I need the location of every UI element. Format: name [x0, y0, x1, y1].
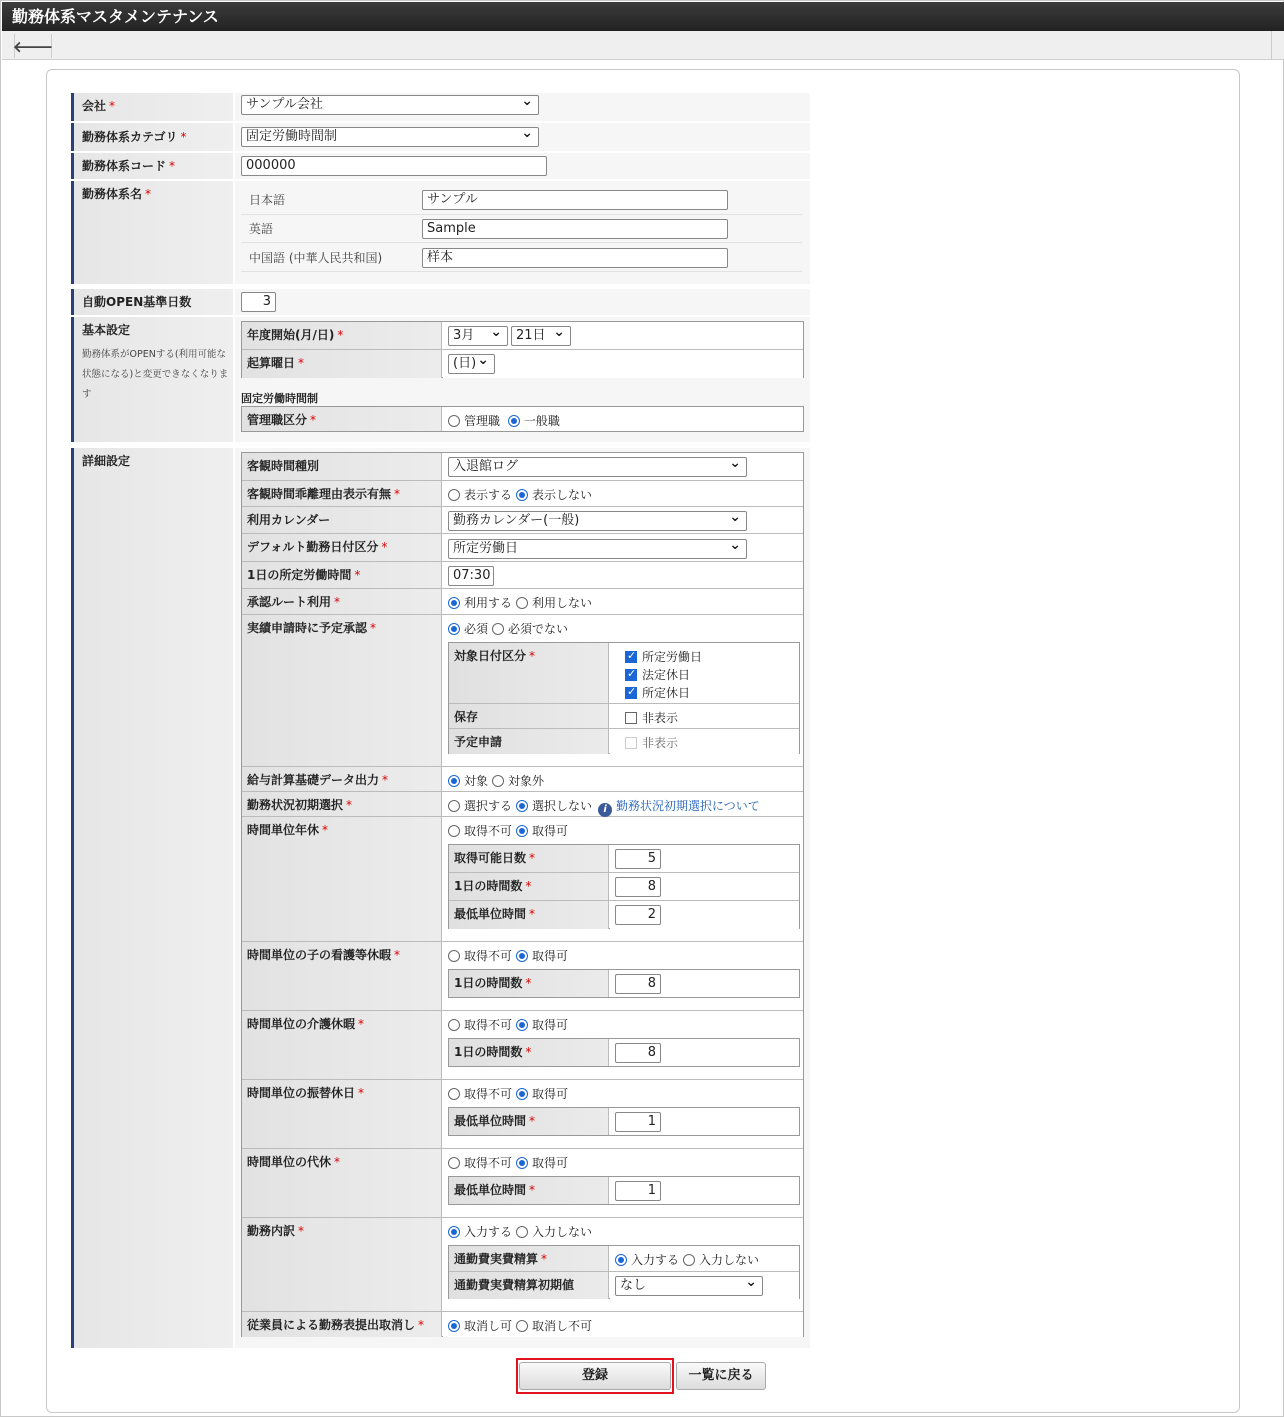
- target-checkbox-2[interactable]: [625, 669, 637, 681]
- company-select[interactable]: サンプル会社 ⌄: [241, 95, 539, 115]
- commute-input-radio[interactable]: [615, 1254, 627, 1266]
- lang-en-label: 英語: [249, 222, 274, 236]
- category-select[interactable]: 固定労働時間制 ⌄: [241, 127, 539, 147]
- deviation-hide-radio[interactable]: [516, 489, 528, 501]
- info-icon: i: [598, 803, 612, 817]
- back-arrow-icon[interactable]: 🡐: [14, 34, 52, 58]
- save-hide-checkbox[interactable]: [625, 712, 637, 724]
- row-name: 勤務体系名 * 日本語 サンプル 英語 Sample 中国語 (中華人民共和国) 样本: [71, 181, 810, 285]
- row-company: [71, 93, 810, 122]
- route-use-radio[interactable]: [448, 597, 460, 609]
- status-help-link[interactable]: 勤務状況初期選択について: [616, 799, 760, 813]
- cancel-allowed-radio[interactable]: [448, 1320, 460, 1332]
- mgr-radio-manager[interactable]: [448, 415, 460, 427]
- row-detail: [71, 448, 810, 1349]
- lang-zh-label: 中国語 (中華人民共和国): [249, 251, 383, 265]
- basic-note: 勤務体系がOPENする(利用可能な状態になる)と変更できなくなります: [82, 349, 229, 400]
- comp-off-no-radio[interactable]: [448, 1157, 460, 1169]
- fixed-heading: 固定労働時間制: [241, 392, 318, 405]
- target-checkbox-1[interactable]: [625, 651, 637, 663]
- payroll-target-radio[interactable]: [448, 775, 460, 787]
- min-unit-input[interactable]: 2: [615, 905, 661, 925]
- comp-off-min-input[interactable]: 1: [615, 1181, 661, 1201]
- toolbar-divider: [1271, 31, 1272, 60]
- status-select-radio[interactable]: [448, 800, 460, 812]
- child-care-hours-input[interactable]: 8: [615, 974, 661, 994]
- plan-required-radio[interactable]: [448, 623, 460, 635]
- nursing-care-yes-radio[interactable]: [516, 1019, 528, 1031]
- row-code: 勤務体系コード * 000000: [71, 153, 810, 180]
- basic-table: 年度開始(月/日) * 3月 ⌄ 21日 ⌄ 起算曜日 * (日) ⌄: [241, 321, 804, 378]
- detail-label: 詳細設定: [71, 448, 233, 1348]
- code-input[interactable]: 000000: [241, 156, 547, 176]
- name-en-input[interactable]: Sample: [422, 219, 728, 239]
- mgr-table: 管理職区分 * 管理職 一般職: [241, 406, 804, 432]
- substitute-yes-radio[interactable]: [516, 1088, 528, 1100]
- hourly-leave-yes-radio[interactable]: [516, 825, 528, 837]
- cancel-notallowed-radio[interactable]: [516, 1320, 528, 1332]
- plan-optional-radio[interactable]: [492, 623, 504, 635]
- calendar-select[interactable]: 勤務カレンダー(一般) ⌄: [448, 511, 747, 531]
- auto-open-label: 自動OPEN基準日数: [71, 289, 233, 315]
- mgr-radio-general[interactable]: [508, 415, 520, 427]
- deviation-show-radio[interactable]: [448, 489, 460, 501]
- substitute-no-radio[interactable]: [448, 1088, 460, 1100]
- row-category: 勤務体系カテゴリ * 固定労働時間制 ⌄: [71, 123, 810, 152]
- hours-per-day-input[interactable]: 8: [615, 877, 661, 897]
- payroll-nontarget-radio[interactable]: [492, 775, 504, 787]
- hourly-leave-no-radio[interactable]: [448, 825, 460, 837]
- target-checkbox-3[interactable]: [625, 687, 637, 699]
- basic-label: 基本設定: [82, 323, 131, 337]
- breakdown-noinput-radio[interactable]: [516, 1226, 528, 1238]
- breakdown-input-radio[interactable]: [448, 1226, 460, 1238]
- plan-subtable: 対象日付区分 * ✓ 所定労働日 ✓法定休日 ✓所定休日 保存 非表示 予定申請 非表示: [448, 642, 800, 754]
- available-days-input[interactable]: 5: [615, 849, 661, 869]
- detail-table: 客観時間種別 入退館ログ ⌄ 客観時間乖離理由表示有無 * 表示する 表示しない 利用カレンダー 勤務カレンダー(一般) ⌄ デフォルト勤務日付区分 * 所定労働日 ⌄ 1日の所定労働時間 * 07:30 承認ルート利用 * 利用する 利用しない 実績申請時に予定承認 * 必須 必須でない 対象日付区分 * ✓ 所定労働日 ✓法定休日 ✓所定休日 保存 非表示 予定申請 非表示 給与計算基礎データ出力 * 対象 対象外 勤務状況初期選択 * 選択する 選択しない i 勤務状況初期選択について 時間単位年休 * 取得不可 取得可 取得可能日数 * 5 1日の時間数 * 8 最低単位時間 * 2 時間単位の子の看護等休暇 * 取得不可 取得可 1日の時間数 * 8 時間単位の介護休暇 * 取得不可 取得可 1日の時間数 * 8 時間単位の振替休日 * 取得不可 取得可 最低単位時間 * 1 時間単位の代休 * 取得不可 取得可 最低単位時間 * 1 勤務内訳 * 入力する 入力しない 通勤費実費精算 * 入力する 入力しない 通勤費実費精算初期値 なし ⌄ 従業員による勤務表提出取消し * 取消し可 取消し不可: [241, 452, 804, 1337]
- name-ja-input[interactable]: サンプル: [422, 190, 728, 210]
- comp-off-yes-radio[interactable]: [516, 1157, 528, 1169]
- toolbar: [2, 31, 1284, 60]
- row-auto-open: [71, 289, 810, 316]
- commute-init-select[interactable]: なし ⌄: [615, 1276, 763, 1296]
- planreq-hide-checkbox: [625, 737, 637, 749]
- status-noselect-radio[interactable]: [516, 800, 528, 812]
- nursing-care-hours-input[interactable]: 8: [615, 1043, 661, 1063]
- row-basic: [71, 317, 810, 443]
- page-title: 勤務体系マスタメンテナンス: [2, 2, 1284, 31]
- name-zh-input[interactable]: 样本: [422, 248, 728, 268]
- nursing-care-no-radio[interactable]: [448, 1019, 460, 1031]
- child-care-yes-radio[interactable]: [516, 950, 528, 962]
- register-button[interactable]: 登録: [519, 1362, 671, 1390]
- back-to-list-button[interactable]: 一覧に戻る: [676, 1362, 766, 1390]
- start-weekday-select[interactable]: (日) ⌄: [448, 354, 495, 374]
- objective-time-select[interactable]: 入退館ログ ⌄: [448, 457, 747, 477]
- fy-day-select[interactable]: 21日 ⌄: [511, 326, 571, 346]
- company-label: 会社 *: [71, 93, 233, 121]
- fy-month-select[interactable]: 3月 ⌄: [448, 326, 508, 346]
- default-date-select[interactable]: 所定労働日 ⌄: [448, 539, 747, 559]
- daily-hours-input[interactable]: 07:30: [448, 566, 494, 586]
- auto-open-input[interactable]: 3: [241, 292, 276, 312]
- commute-noinput-radio[interactable]: [683, 1254, 695, 1266]
- route-nouse-radio[interactable]: [516, 597, 528, 609]
- substitute-min-input[interactable]: 1: [615, 1112, 661, 1132]
- child-care-no-radio[interactable]: [448, 950, 460, 962]
- lang-ja-label: 日本語: [249, 193, 286, 207]
